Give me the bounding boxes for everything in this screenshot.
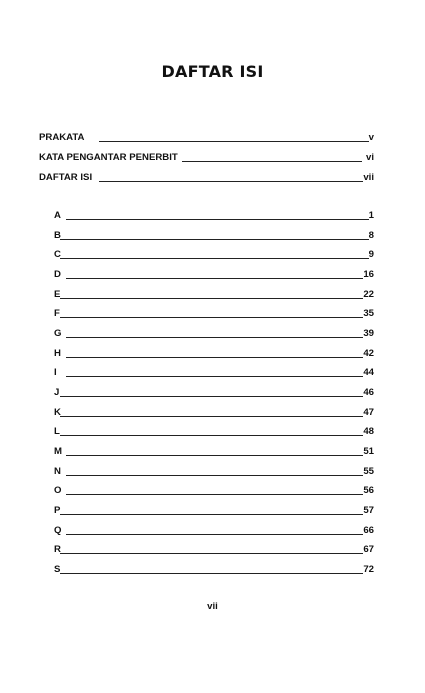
toc-page: vi	[365, 152, 374, 163]
toc-label: O	[54, 485, 62, 496]
toc-leader	[66, 219, 369, 220]
toc-page: 22	[363, 289, 374, 300]
toc-row-f[interactable]	[54, 308, 374, 319]
toc-label: Q	[54, 525, 62, 536]
toc-row-g[interactable]	[54, 328, 374, 339]
toc-leader	[66, 494, 363, 495]
toc-leader	[60, 435, 363, 436]
toc-page: vii	[363, 172, 374, 183]
toc-row-b[interactable]	[54, 230, 374, 241]
toc-leader	[60, 298, 363, 299]
toc-page: 66	[363, 525, 374, 536]
toc-page: 47	[363, 407, 374, 418]
toc-leader	[60, 317, 363, 318]
toc-label: N	[54, 466, 61, 477]
toc-label: L	[54, 426, 60, 437]
page-number: vii	[207, 601, 218, 612]
toc-row-r[interactable]	[54, 544, 374, 555]
toc-page: 51	[363, 446, 374, 457]
toc-page: 67	[363, 544, 374, 555]
toc-row-q[interactable]	[54, 525, 374, 536]
toc-leader	[66, 475, 363, 476]
toc-row-s[interactable]	[54, 564, 374, 575]
toc-page: 55	[363, 466, 374, 477]
toc-page: 16	[363, 269, 374, 280]
toc-page: 1	[368, 210, 374, 221]
toc-label: A	[54, 210, 61, 221]
toc-page: 42	[363, 348, 374, 359]
toc-row-c[interactable]	[54, 249, 374, 260]
toc-row-i[interactable]	[54, 367, 374, 378]
toc-leader	[60, 258, 369, 259]
toc-page: 57	[363, 505, 374, 516]
toc-label: DAFTAR ISI	[39, 172, 93, 183]
toc-label: K	[54, 407, 61, 418]
toc-leader	[60, 416, 363, 417]
toc-row-p[interactable]	[54, 505, 374, 516]
toc-leader	[66, 455, 363, 456]
toc-row-l[interactable]	[54, 426, 374, 437]
toc-leader	[66, 357, 363, 358]
toc-label: KATA PENGANTAR PENERBIT	[39, 152, 178, 163]
toc-page: 46	[363, 387, 374, 398]
toc-label: E	[54, 289, 61, 300]
toc-leader	[60, 396, 363, 397]
toc-leader	[66, 278, 363, 279]
page-title: DAFTAR ISI	[161, 62, 264, 81]
toc-label: M	[54, 446, 62, 457]
toc-row-k[interactable]	[54, 407, 374, 418]
toc-row-daftar-isi[interactable]	[39, 172, 374, 183]
toc-label: S	[54, 564, 61, 575]
toc-label: PRAKATA	[39, 132, 85, 143]
toc-page: 39	[363, 328, 374, 339]
toc-page: 48	[363, 426, 374, 437]
toc-row-prakata[interactable]	[39, 132, 374, 143]
toc-leader	[60, 239, 369, 240]
toc-row-e[interactable]	[54, 289, 374, 300]
toc-row-n[interactable]	[54, 466, 374, 477]
toc-leader	[60, 573, 363, 574]
toc-row-a[interactable]	[54, 210, 374, 221]
toc-leader	[99, 181, 363, 182]
toc-label: J	[54, 387, 60, 398]
toc-row-j[interactable]	[54, 387, 374, 398]
toc-leader	[66, 376, 363, 377]
toc-leader	[66, 337, 363, 338]
toc-label: H	[54, 348, 61, 359]
toc-label: G	[54, 328, 62, 339]
toc-label: C	[54, 249, 61, 260]
toc-label: D	[54, 269, 61, 280]
toc-page: 72	[363, 564, 374, 575]
toc-page: v	[368, 132, 374, 143]
toc-page: 9	[368, 249, 374, 260]
toc-label: F	[54, 308, 60, 319]
toc-row-h[interactable]	[54, 348, 374, 359]
toc-page: 8	[368, 230, 374, 241]
toc-page: 44	[363, 367, 374, 378]
toc-label: B	[54, 230, 61, 241]
toc-row-d[interactable]	[54, 269, 374, 280]
toc-label: R	[54, 544, 61, 555]
toc-leader	[60, 553, 363, 554]
toc-page: 56	[363, 485, 374, 496]
toc-leader	[60, 514, 363, 515]
toc-row-kata-pengantar[interactable]	[39, 152, 374, 163]
toc-leader	[182, 161, 362, 162]
toc-row-o[interactable]	[54, 485, 374, 496]
toc-label: I	[54, 367, 57, 378]
toc-leader	[99, 141, 369, 142]
toc-page: 35	[363, 308, 374, 319]
toc-label: P	[54, 505, 61, 516]
toc-row-m[interactable]	[54, 446, 374, 457]
toc-leader	[66, 534, 363, 535]
